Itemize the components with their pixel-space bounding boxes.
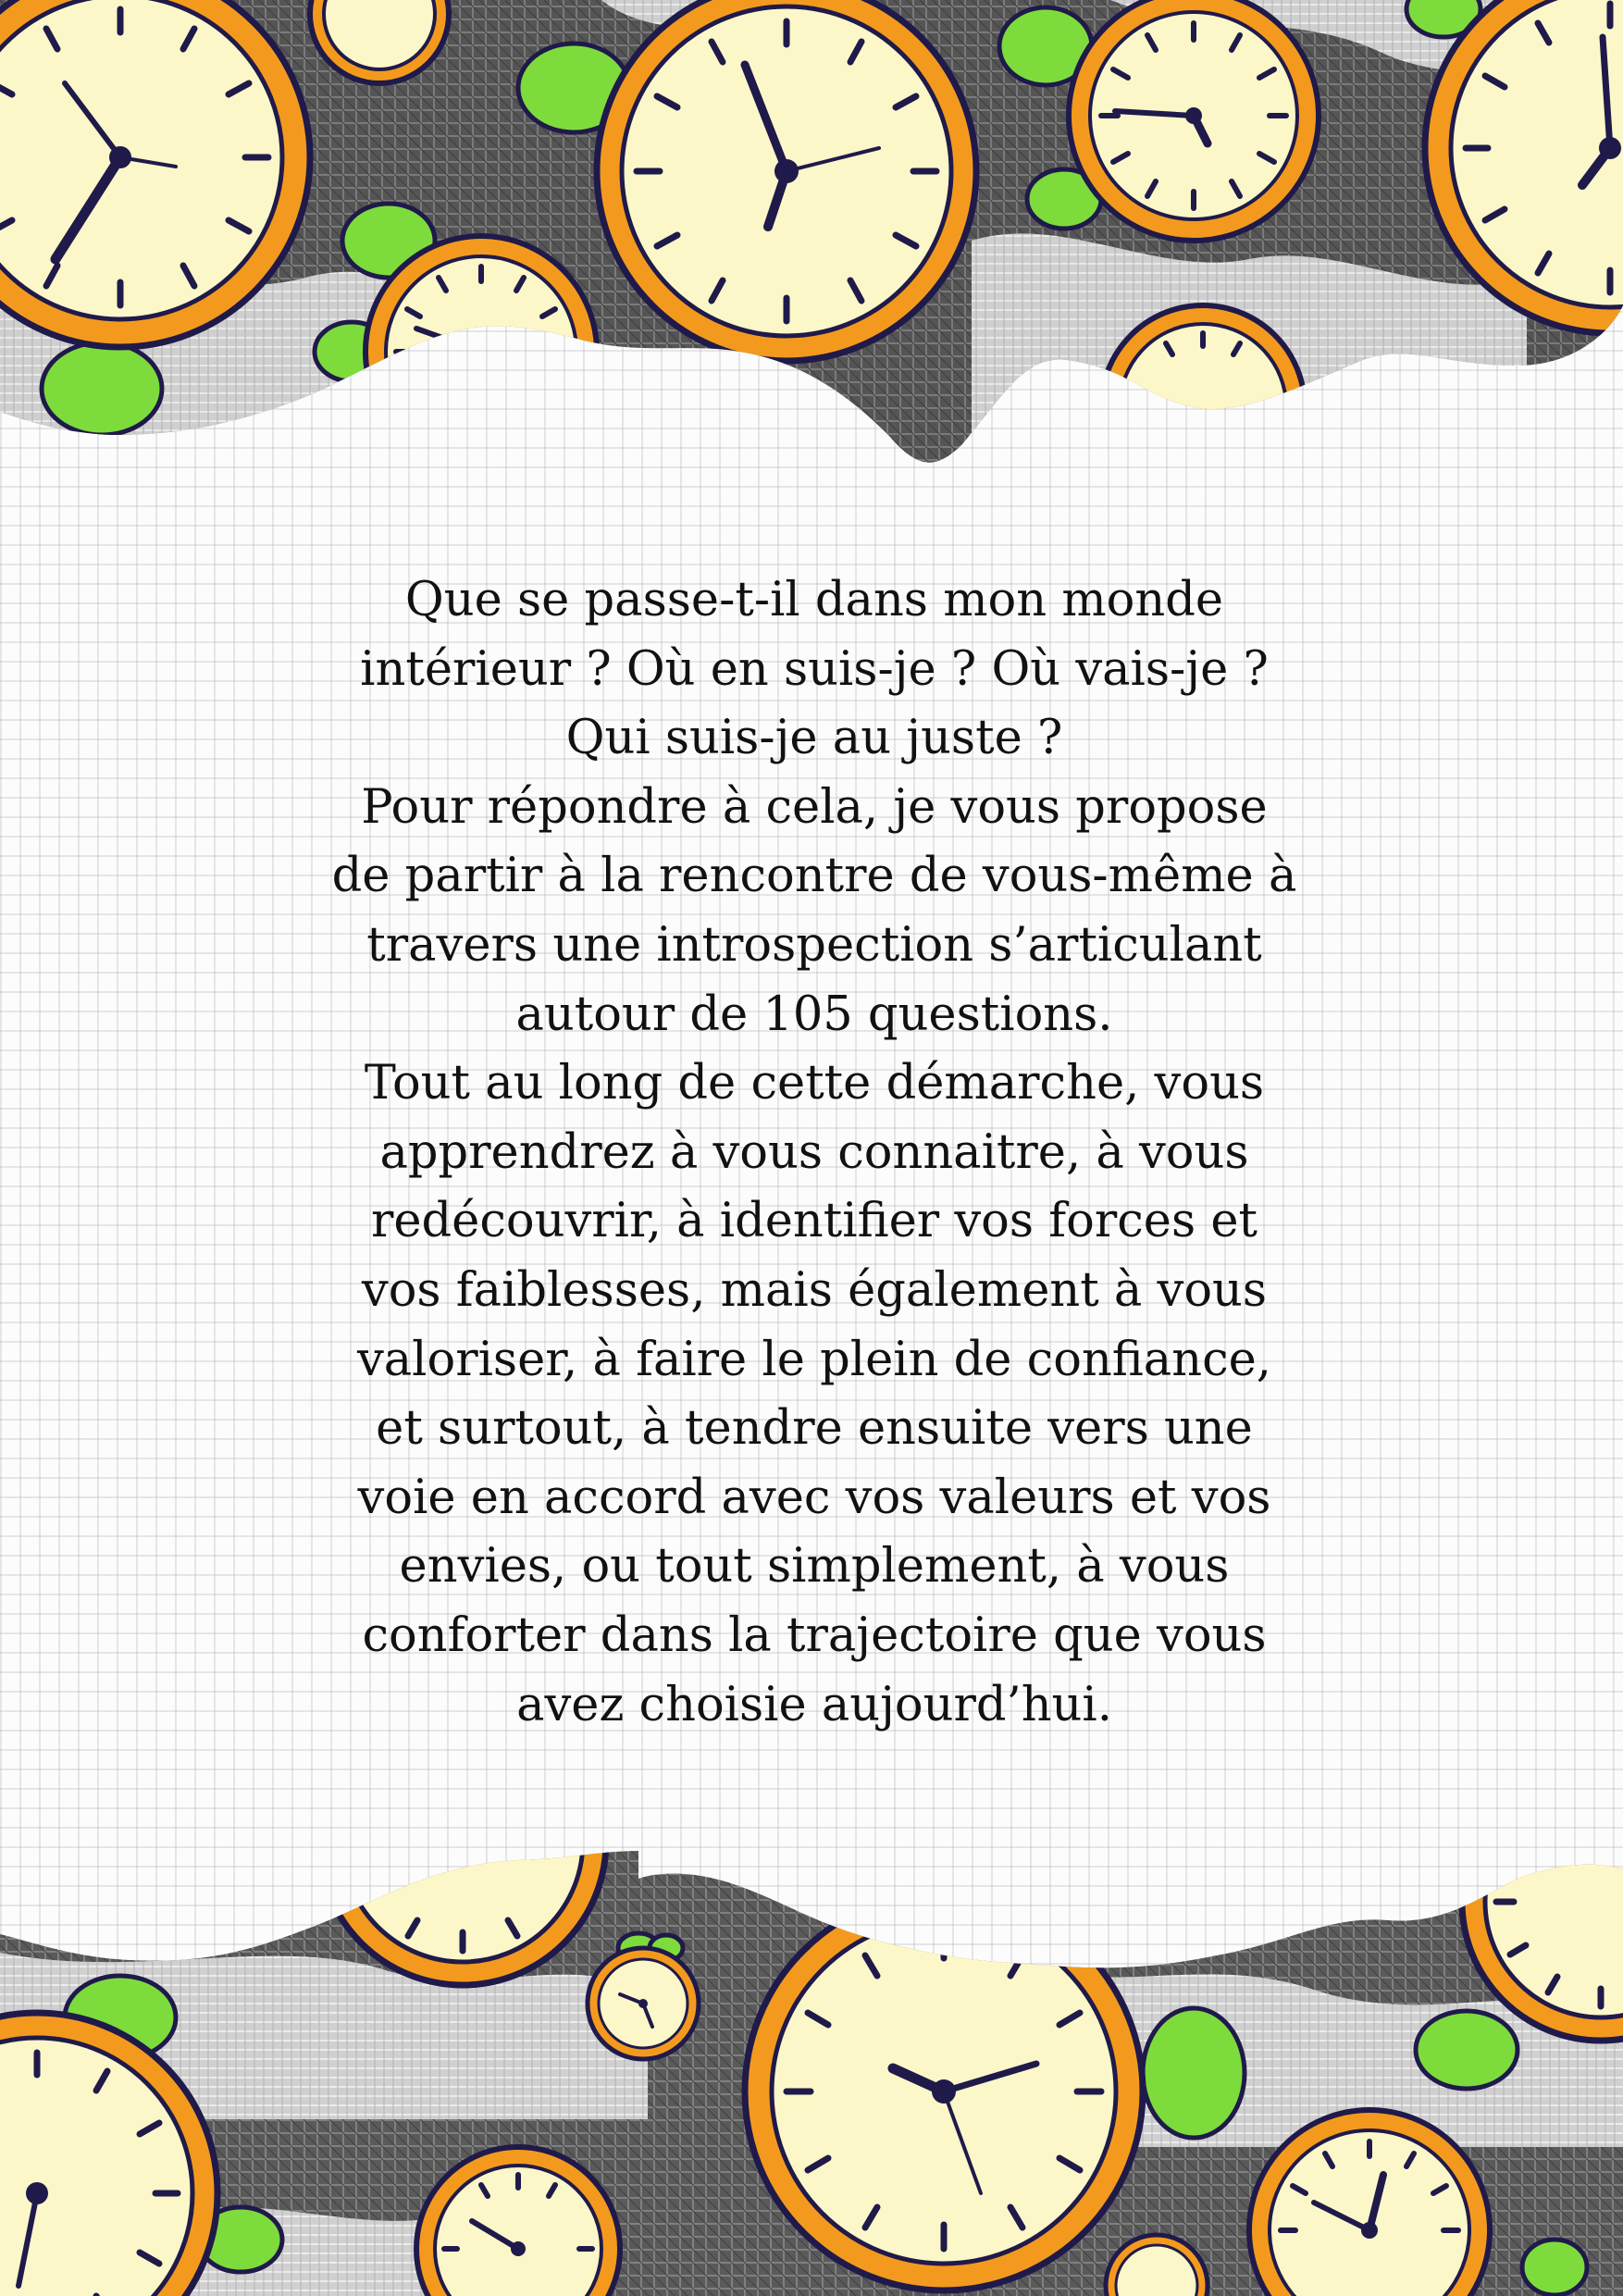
text-line: intérieur ? Où en suis-je ? Où vais-je ?	[360, 641, 1269, 697]
text-line: Tout au long de cette démarche, vous	[364, 1056, 1265, 1111]
intro-text	[259, 566, 1369, 1740]
top-clock-illustration	[0, 0, 1623, 481]
text-line: voie en accord avec vos valeurs et vos	[357, 1470, 1271, 1525]
text-line: avez choisie aujourd’hui.	[516, 1677, 1112, 1732]
text-line: et surtout, à tendre ensuite vers une	[376, 1401, 1253, 1457]
text-line: autour de 105 questions.	[515, 987, 1113, 1042]
text-line: valoriser, à faire le plein de confiance,	[356, 1332, 1272, 1387]
text-line: Que se passe-t-il dans mon monde	[404, 573, 1224, 627]
text-line: redécouvrir, à identifier vos forces et	[370, 1194, 1258, 1249]
text-line: travers une introspection s’articulant	[366, 917, 1262, 973]
text-line: envies, ou tout simplement, à vous	[399, 1539, 1230, 1595]
text-line: conforter dans la trajectoire que vous	[362, 1607, 1267, 1663]
text-line: apprendrez à vous connaitre, à vous	[379, 1124, 1249, 1180]
text-line: Pour répondre à cela, je vous propose	[361, 779, 1268, 835]
bottom-clock-illustration	[0, 1842, 1623, 2296]
text-line: vos faiblesses, mais également à vous	[361, 1262, 1268, 1318]
text-line: Qui suis-je au juste ?	[565, 711, 1063, 766]
text-line: de partir à la rencontre de vous-même à	[331, 849, 1297, 904]
